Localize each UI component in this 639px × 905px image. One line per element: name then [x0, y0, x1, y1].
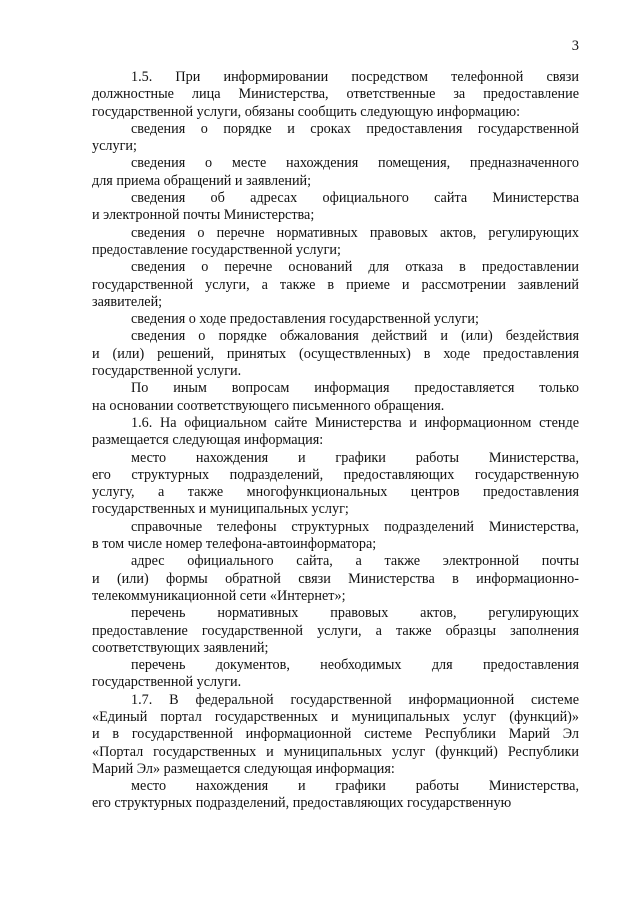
paragraph [92, 778, 579, 813]
text-line: 1.6. На официальном сайте Министерства и информационном стенде [131, 414, 579, 431]
text-line: перечень документов, необходимых для предоставления [131, 657, 579, 674]
text-line: адрес официального сайта, а также электронной почты [131, 553, 579, 570]
paragraph [92, 380, 579, 415]
text-line: и (или) решений, принятых (осуществленных) в ходе предоставления [92, 345, 579, 362]
text-line: в том числе номер телефона-автоинформатора; [92, 536, 377, 553]
paragraph [92, 311, 579, 328]
text-line: государственной услуги, а также в приеме и рассмотрении заявлений [92, 276, 579, 293]
text-line: Марий Эл» размещается следующая информация: [92, 760, 395, 777]
paragraph [92, 259, 579, 311]
document-body [92, 69, 579, 813]
paragraph [92, 519, 579, 554]
text-line: место нахождения и графики работы Министерства, [131, 449, 579, 466]
text-line: справочные телефоны структурных подразделений Министерства, [131, 518, 579, 535]
paragraph [92, 121, 579, 156]
text-line: государственной услуги. [92, 674, 242, 691]
text-line: перечень нормативных правовых актов, регулирующих [131, 605, 579, 622]
text-line: услуги; [92, 138, 137, 155]
text-line: размещается следующая информация: [92, 432, 324, 449]
paragraph [92, 328, 579, 380]
text-line: «Портал государственных и муниципальных услуг (функций) Республики [92, 743, 579, 760]
paragraph [92, 657, 579, 692]
paragraph [92, 553, 579, 605]
text-line: для приема обращений и заявлений; [92, 172, 312, 189]
text-line: и электронной почты Министерства; [92, 207, 315, 224]
text-line: «Единый портал государственных и муниципальных услуг (функций)» [92, 708, 579, 725]
text-line: предоставление государственной услуги; [92, 241, 341, 258]
paragraph [92, 605, 579, 657]
text-line: его структурных подразделений, предоставляющих государственную [92, 466, 579, 483]
text-line: сведения о порядке и сроках предоставления государственной [131, 120, 579, 137]
text-line: телекоммуникационной сети «Интернет»; [92, 587, 346, 604]
text-line: должностные лица Министерства, ответственные за предоставление [92, 86, 579, 103]
paragraph [92, 692, 579, 778]
paragraph [92, 225, 579, 260]
text-line: государственных и муниципальных услуг; [92, 501, 349, 518]
text-line: и (или) формы обратной связи Министерства в информационно- [92, 570, 579, 587]
text-line: соответствующих заявлений; [92, 639, 269, 656]
text-line: сведения о ходе предоставления государственной услуги; [131, 311, 479, 328]
paragraph [92, 450, 579, 519]
text-line: 1.7. В федеральной государственной информационной системе [131, 691, 579, 708]
text-line: сведения о месте нахождения помещения, предназначенного [131, 155, 579, 172]
text-line: на основании соответствующего письменного обращения. [92, 397, 445, 414]
text-line: государственной услуги, обязаны сообщить следующую информацию: [92, 103, 521, 120]
text-line: и в государственной информационной системе Республики Марий Эл [92, 726, 579, 743]
text-line: предоставление государственной услуги, а также образцы заполнения [92, 622, 579, 639]
paragraph [92, 155, 579, 190]
text-line: государственной услуги. [92, 363, 242, 380]
text-line: сведения о перечне нормативных правовых актов, регулирующих [131, 224, 579, 241]
page-number: 3 [571, 38, 579, 54]
text-line: его структурных подразделений, предоставляющих государственную [92, 795, 512, 812]
text-line: По иным вопросам информация предоставляется только [131, 380, 579, 397]
text-line: заявителей; [92, 293, 163, 310]
text-line: услугу, а также многофункциональных центров предоставления [92, 484, 579, 501]
text-line: сведения о перечне оснований для отказа в предоставлении [131, 259, 579, 276]
text-line: место нахождения и графики работы Министерства, [131, 778, 579, 795]
paragraph [92, 69, 579, 121]
text-line: сведения о порядке обжалования действий и (или) бездействия [131, 328, 579, 345]
paragraph [92, 190, 579, 225]
text-line: сведения об адресах официального сайта Министерства [131, 190, 579, 207]
paragraph [92, 415, 579, 450]
text-line: 1.5. При информировании посредством телефонной связи [131, 69, 579, 85]
